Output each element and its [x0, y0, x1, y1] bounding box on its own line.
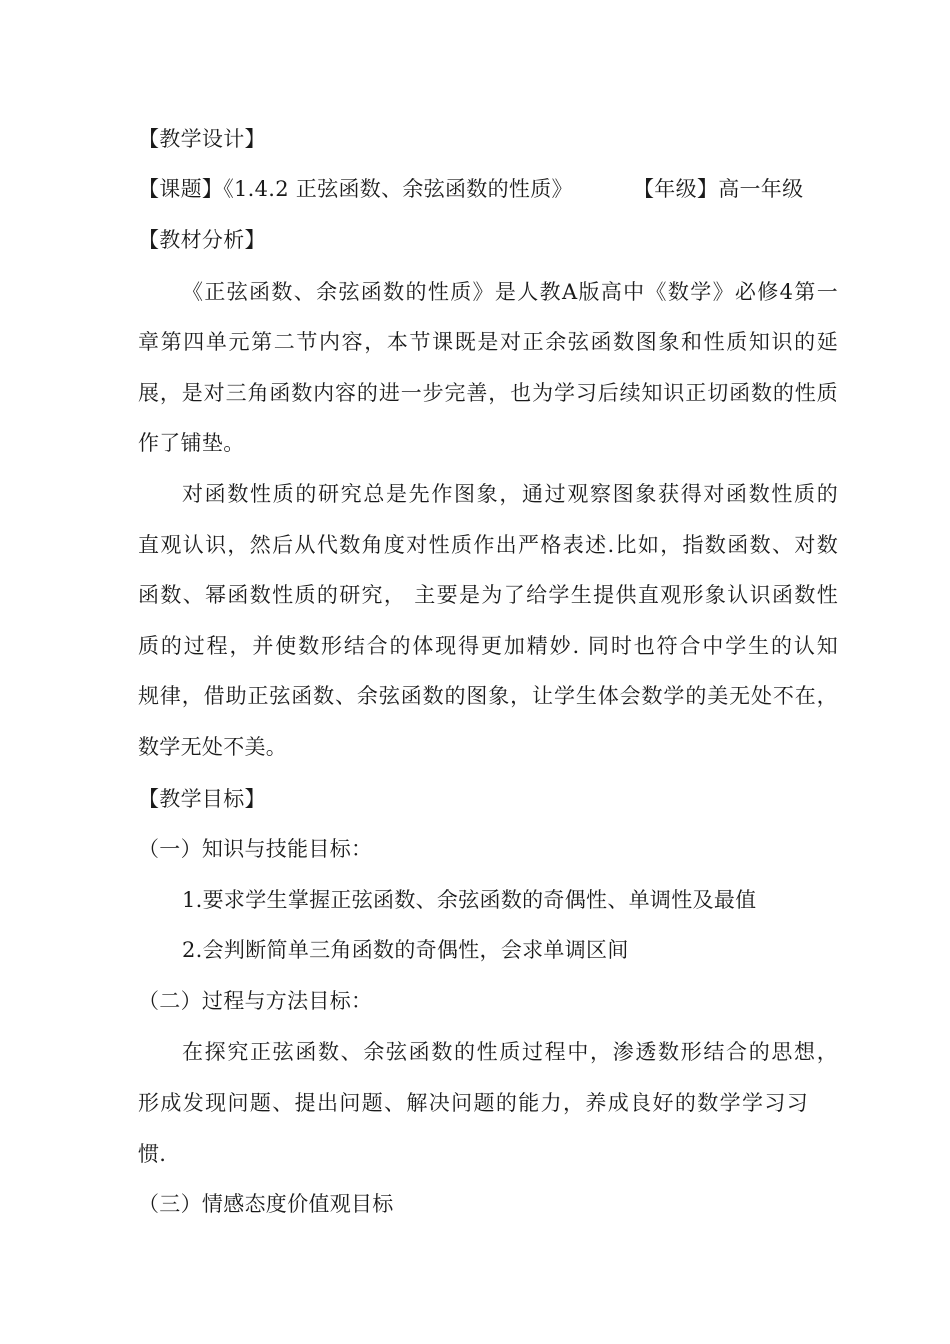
topic-line: 【课题】《1.4.2 正弦函数、余弦函数的性质》	[138, 177, 573, 201]
goal2-line: 形成发现问题、提出问题、解决问题的能力，养成良好的数学学习习	[138, 1091, 808, 1115]
heading-teaching-design: 【教学设计】	[138, 127, 266, 151]
para1-line: 《正弦函数、余弦函数的性质》是人教A版高中《数学》必修4第一	[182, 280, 838, 304]
goal1-title: （一）知识与技能目标：	[138, 837, 373, 861]
para2-line: 规律，借助正弦函数、余弦函数的图象，让学生体会数学的美无处不在，	[138, 684, 838, 708]
goal2-line: 惯.	[138, 1142, 167, 1166]
para2-line: 直观认识，然后从代数角度对性质作出严格表述.比如，指数函数、对数	[138, 533, 838, 557]
para1-line: 展，是对三角函数内容的进一步完善，也为学习后续知识正切函数的性质	[138, 381, 838, 405]
goal1-item: 2.会判断简单三角函数的奇偶性，会求单调区间	[182, 938, 629, 962]
para2-line: 质的过程，并使数形结合的体现得更加精妙. 同时也符合中学生的认知	[138, 634, 838, 658]
grade-line: 【年级】高一年级	[633, 177, 804, 201]
para2-line: 数学无处不美。	[138, 735, 288, 759]
para2-line: 函数、幂函数性质的研究， 主要是为了给学生提供直观形象认识函数性	[138, 583, 838, 607]
para2-line: 对函数性质的研究总是先作图象，通过观察图象获得对函数性质的	[182, 482, 838, 506]
para1-line: 作了铺垫。	[138, 431, 245, 455]
goal2-title: （二）过程与方法目标：	[138, 989, 373, 1013]
goal1-item: 1.要求学生掌握正弦函数、余弦函数的奇偶性、单调性及最值	[182, 888, 757, 912]
goal3-title: （三）情感态度价值观目标	[138, 1192, 394, 1216]
heading-material-analysis: 【教材分析】	[138, 228, 266, 252]
heading-teaching-goals: 【教学目标】	[138, 787, 266, 811]
para1-line: 章第四单元第二节内容，本节课既是对正余弦函数图象和性质知识的延	[138, 330, 838, 354]
goal2-line: 在探究正弦函数、余弦函数的性质过程中，渗透数形结合的思想，	[182, 1040, 838, 1064]
